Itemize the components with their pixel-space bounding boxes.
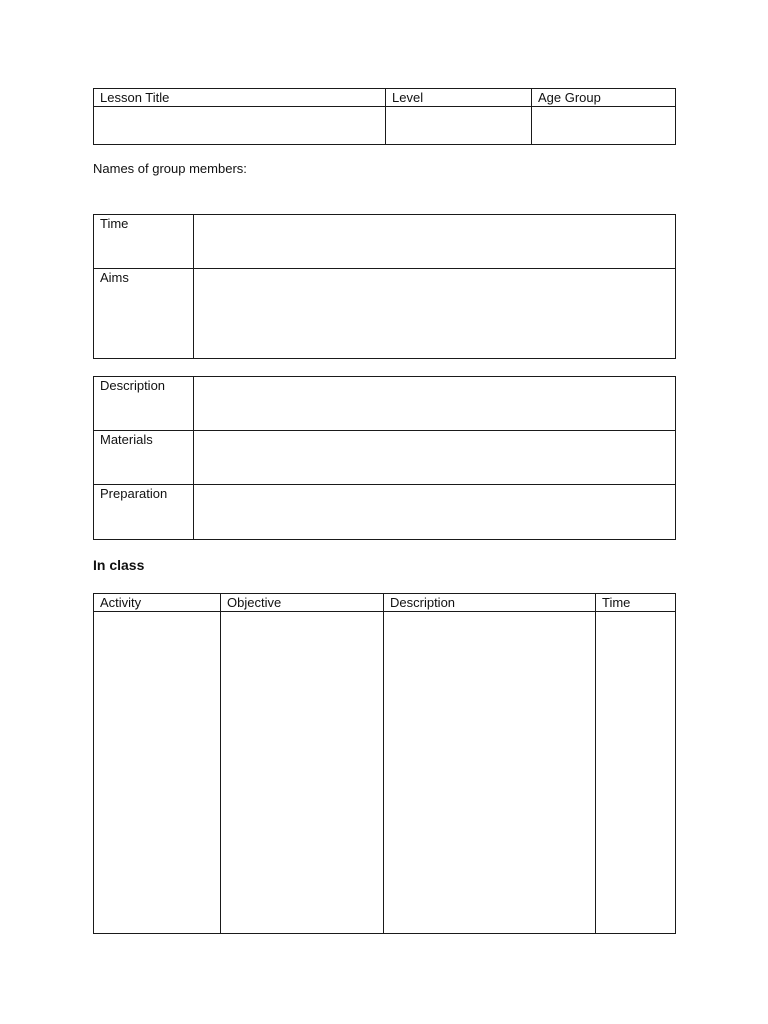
materials-label: Materials xyxy=(100,432,153,447)
materials-row xyxy=(94,431,676,485)
aims-label-cell xyxy=(94,269,194,359)
description-header-cell xyxy=(384,594,596,612)
materials-label-cell xyxy=(94,431,194,485)
lesson-title-header-cell xyxy=(94,89,386,107)
lesson-header-row xyxy=(94,89,676,107)
preparation-label-cell xyxy=(94,485,194,540)
description-cell[interactable] xyxy=(384,612,596,934)
description-label: Description xyxy=(100,378,166,393)
activity-header-cell xyxy=(94,594,221,612)
details-table xyxy=(93,376,676,540)
aims-label: Aims xyxy=(100,270,129,285)
time-row xyxy=(94,215,676,269)
group-members-label: Names of group members: xyxy=(93,161,247,176)
objective-header-cell xyxy=(221,594,384,612)
description-cell-value[interactable] xyxy=(384,612,595,613)
preparation-value[interactable] xyxy=(194,485,675,486)
description-value-cell[interactable] xyxy=(194,377,676,431)
time-cell[interactable] xyxy=(596,612,676,934)
lesson-title-value-cell[interactable] xyxy=(94,107,386,145)
time-cell-value[interactable] xyxy=(596,612,675,613)
aims-row xyxy=(94,269,676,359)
level-value-cell[interactable] xyxy=(386,107,532,145)
preparation-label: Preparation xyxy=(100,486,168,501)
preparation-row xyxy=(94,485,676,540)
lesson-title-label: Lesson Title xyxy=(100,90,170,105)
level-value[interactable] xyxy=(386,107,531,108)
time-label-cell xyxy=(94,215,194,269)
time-label: Time xyxy=(100,216,129,231)
description-label-cell xyxy=(94,377,194,431)
in-class-table xyxy=(93,593,676,934)
objective-value[interactable] xyxy=(221,612,383,613)
lesson-title-value[interactable] xyxy=(94,107,385,108)
level-label: Level xyxy=(392,90,424,105)
materials-value-cell[interactable] xyxy=(194,431,676,485)
in-class-heading: In class xyxy=(93,557,145,573)
description-row xyxy=(94,377,676,431)
age-group-value-cell[interactable] xyxy=(532,107,676,145)
preparation-value-cell[interactable] xyxy=(194,485,676,540)
time-column-header: Time xyxy=(602,595,631,610)
lesson-value-row xyxy=(94,107,676,145)
overview-table xyxy=(93,214,676,359)
objective-column-header: Objective xyxy=(227,595,282,610)
aims-value[interactable] xyxy=(194,269,675,270)
in-class-header-row xyxy=(94,594,676,612)
materials-value[interactable] xyxy=(194,431,675,432)
lesson-header-table xyxy=(93,88,676,145)
level-header-cell xyxy=(386,89,532,107)
activity-cell[interactable] xyxy=(94,612,221,934)
table-row xyxy=(94,612,676,934)
description-column-header: Description xyxy=(390,595,456,610)
time-header-cell xyxy=(596,594,676,612)
time-value-cell[interactable] xyxy=(194,215,676,269)
time-value[interactable] xyxy=(194,215,675,216)
age-group-value[interactable] xyxy=(532,107,675,108)
description-value[interactable] xyxy=(194,377,675,378)
aims-value-cell[interactable] xyxy=(194,269,676,359)
age-group-label: Age Group xyxy=(538,90,601,105)
activity-column-header: Activity xyxy=(100,595,142,610)
activity-value[interactable] xyxy=(94,612,220,613)
objective-cell[interactable] xyxy=(221,612,384,934)
age-group-header-cell xyxy=(532,89,676,107)
